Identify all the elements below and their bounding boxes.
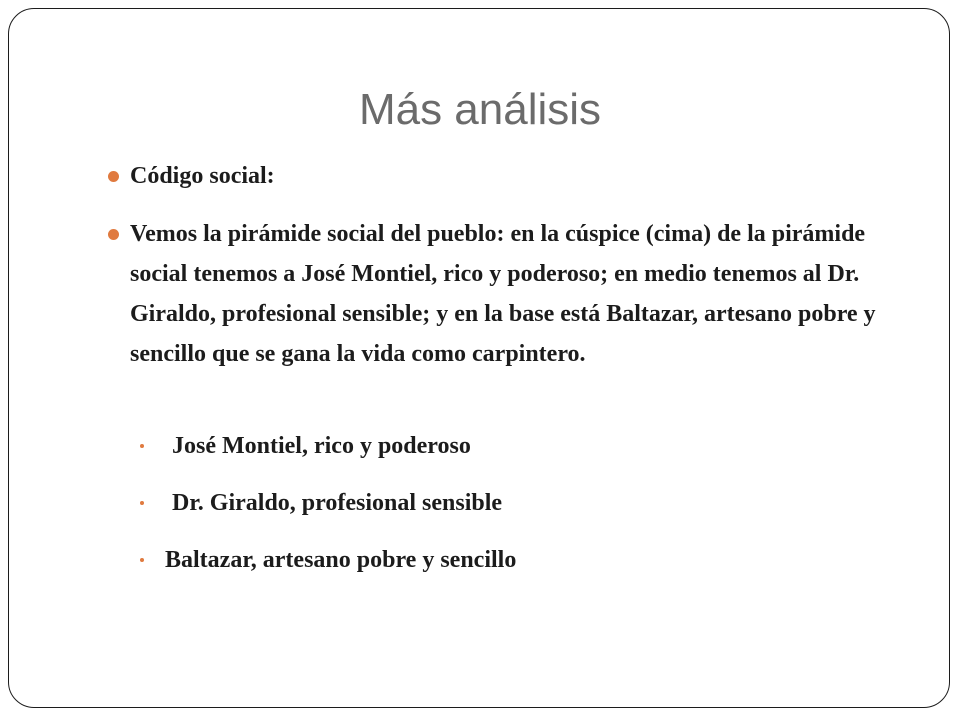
bullet-item — [108, 156, 908, 196]
bullet-item — [108, 214, 908, 414]
sub-bullet-item — [140, 540, 900, 580]
sub-bullet-text: Dr. Giraldo, profesional sensible — [172, 490, 503, 516]
bullet-text: Código social: — [130, 163, 275, 189]
sub-bullet-dot-icon — [140, 558, 144, 562]
sub-bullet-text: Baltazar, artesano pobre y sencillo — [165, 547, 517, 573]
sub-bullet-dot-icon — [140, 444, 144, 448]
bullet-dot-icon — [108, 171, 119, 182]
bullet-text: Vemos la pirámide social del pueblo: en la cúspice (cima) de la pirámide social tenemos a José Montiel, rico y poderoso; en medio tenemos al Dr. Giraldo, profesional sensible; y en la base está Baltazar, artesano pobre y sencillo que se gana la vida como carpintero. — [130, 221, 876, 367]
sub-bullet-text: José Montiel, rico y poderoso — [172, 433, 471, 459]
sub-bullet-dot-icon — [140, 501, 144, 505]
sub-bullet-item — [140, 426, 900, 466]
bullet-dot-icon — [108, 229, 119, 240]
sub-bullet-item — [140, 483, 900, 523]
slide-title: Más análisis — [358, 85, 602, 134]
